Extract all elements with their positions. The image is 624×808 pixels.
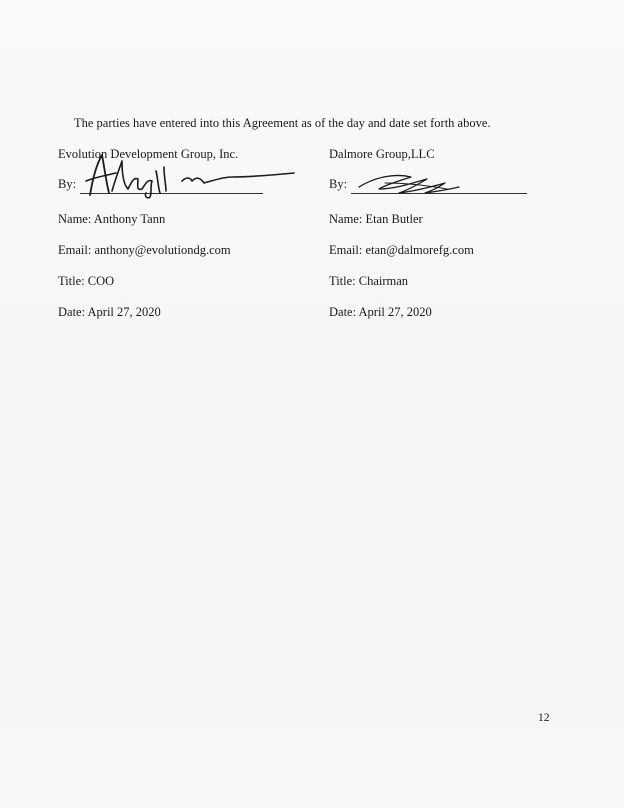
signature-date: Date: April 27, 2020 <box>329 305 432 319</box>
company-name: Dalmore Group,LLC <box>329 147 435 161</box>
signature-line <box>329 169 559 197</box>
page-number: 12 <box>538 712 550 724</box>
signer-email: Email: etan@dalmorefg.com <box>329 243 474 257</box>
signer-email: Email: anthony@evolutiondg.com <box>58 243 231 257</box>
signature-date: Date: April 27, 2020 <box>58 305 161 319</box>
signature-block-dalmore <box>329 146 559 321</box>
signer-title: Title: Chairman <box>329 274 409 288</box>
by-label: By: <box>329 177 348 191</box>
agreement-closing-statement: The parties have entered into this Agreement as of the day and date set forth above. <box>74 116 491 130</box>
company-name: Evolution Development Group, Inc. <box>58 147 239 161</box>
signer-name: Name: Anthony Tann <box>58 212 166 226</box>
signer-name: Name: Etan Butler <box>329 212 423 226</box>
signature-line <box>58 169 288 197</box>
signature-block-evolution <box>58 146 288 321</box>
signer-title: Title: COO <box>58 274 115 288</box>
handwritten-signature-anthony-tann <box>72 151 312 199</box>
handwritten-signature-etan-butler <box>355 169 475 199</box>
by-label: By: <box>58 177 77 191</box>
